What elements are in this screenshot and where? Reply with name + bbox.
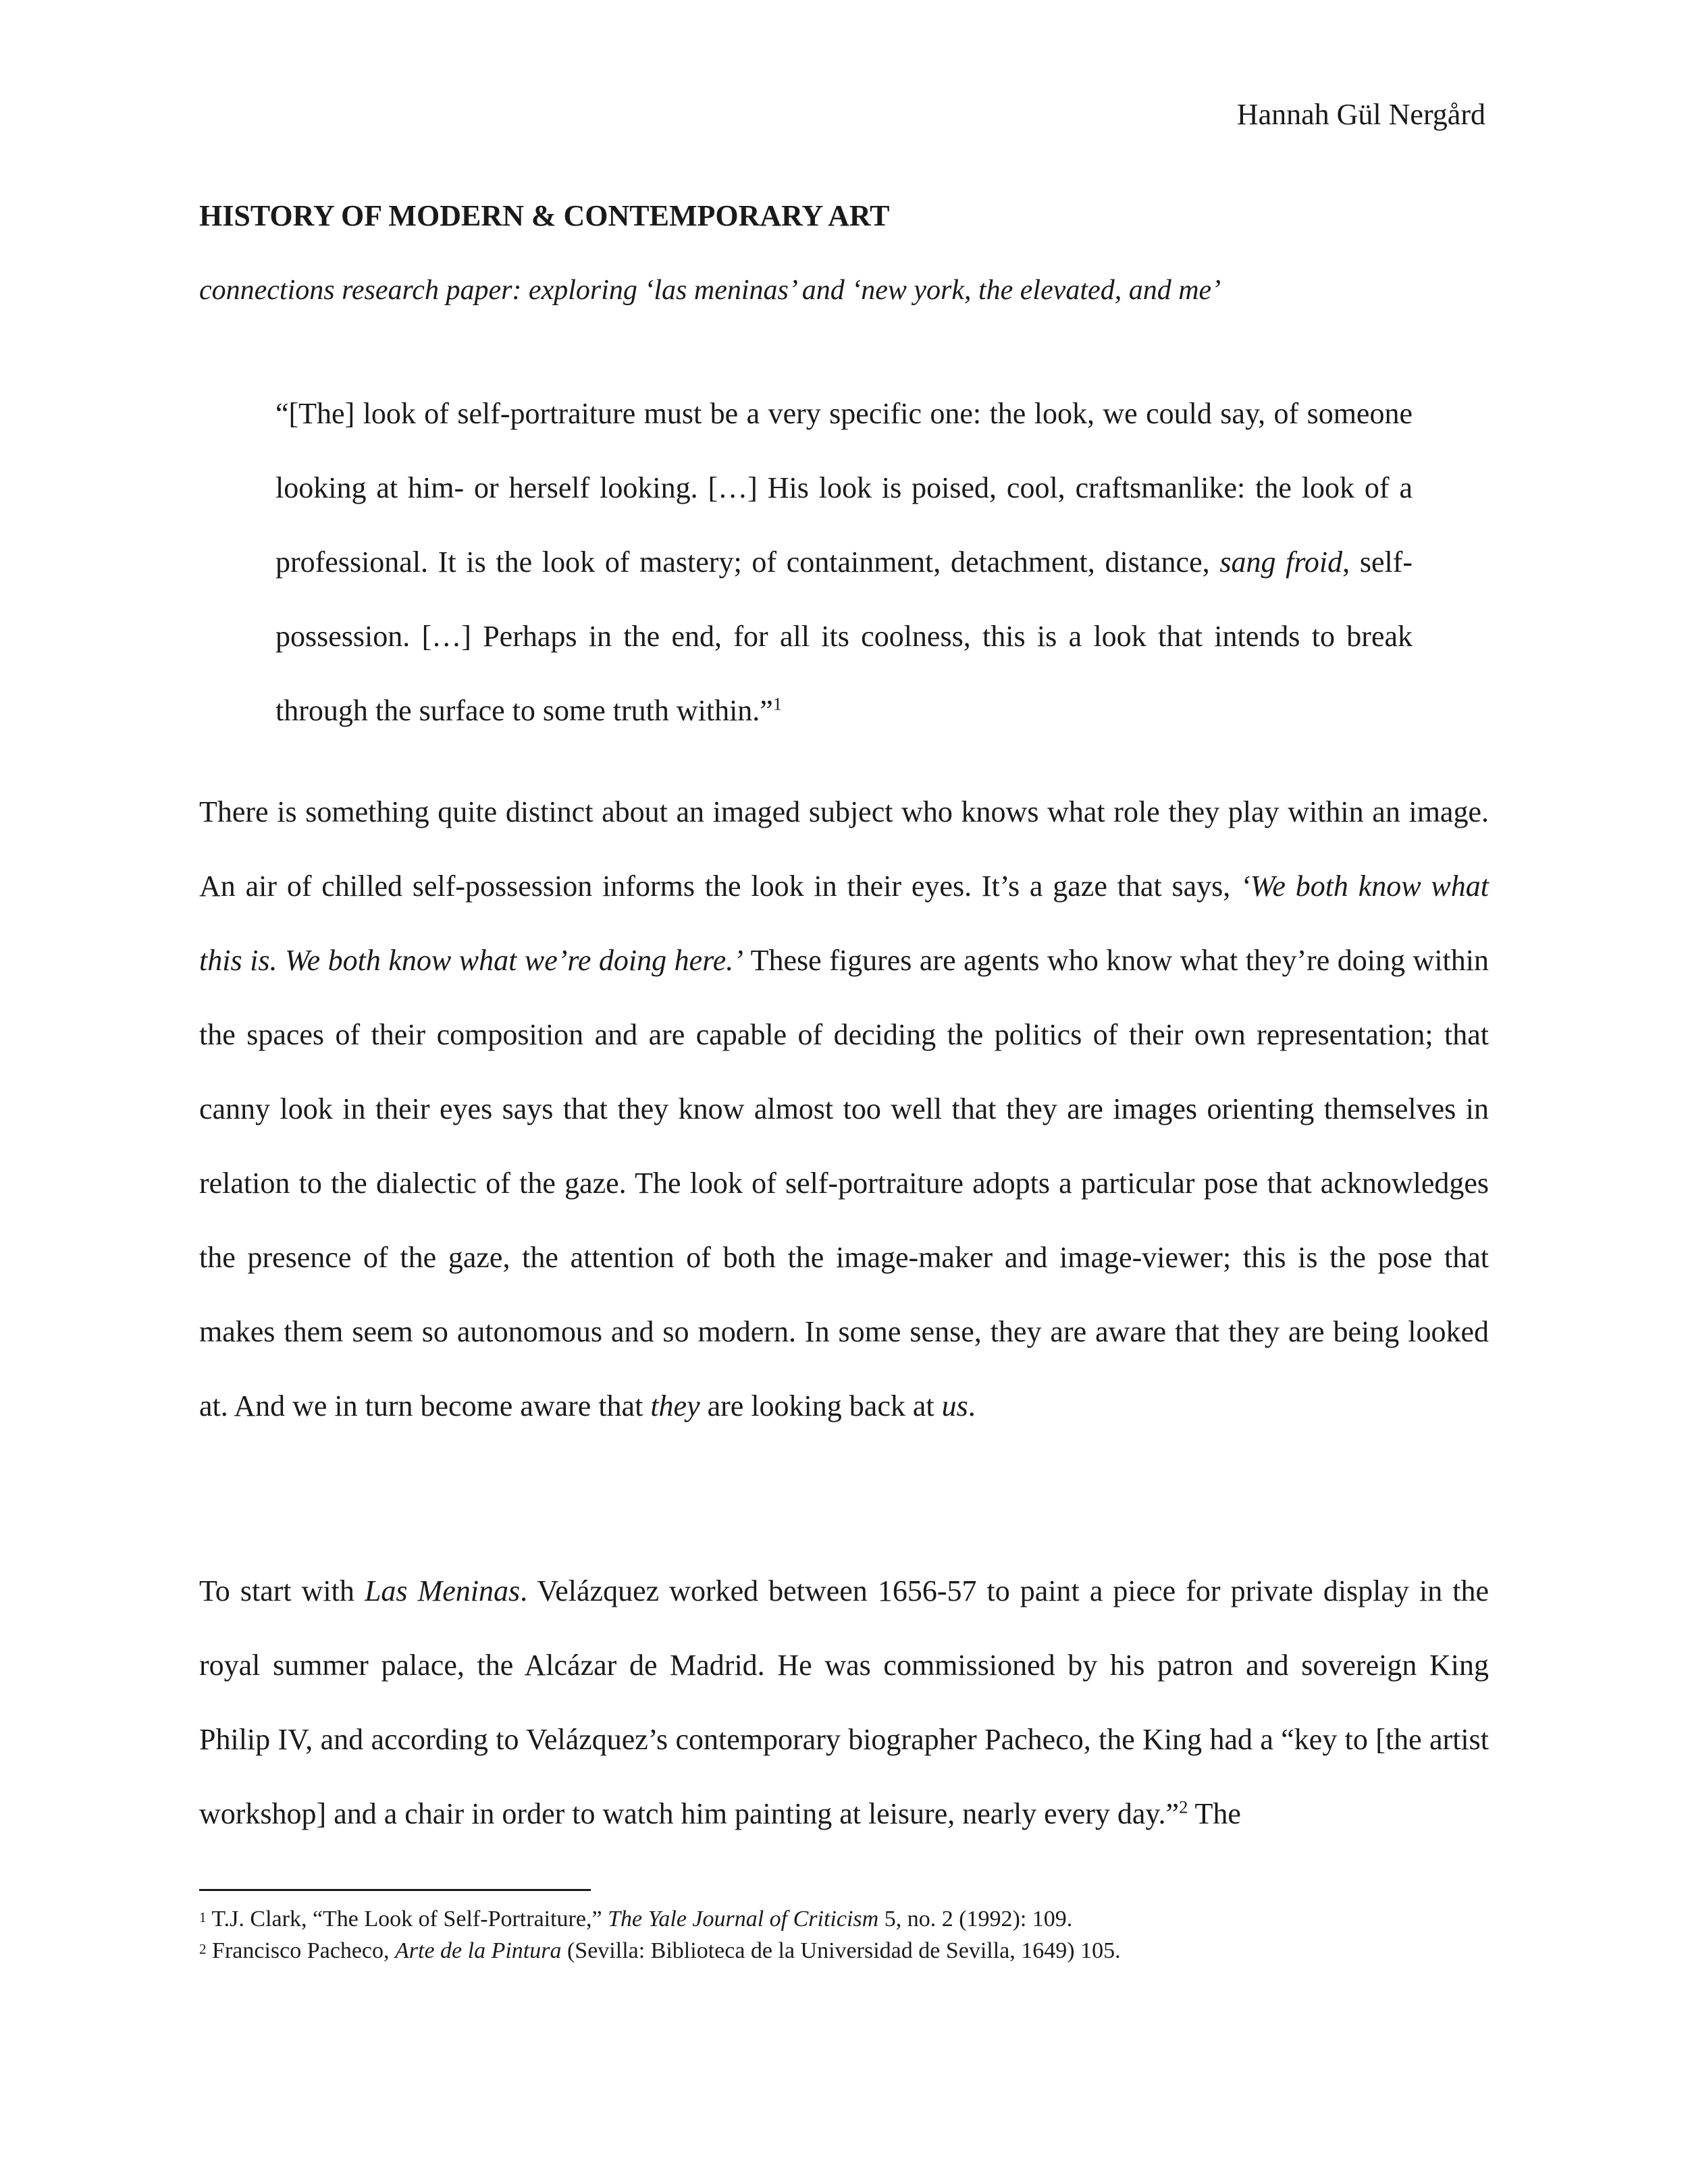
paper-subtitle: connections research paper: exploring ‘las meninas’ and ‘new york, the elevated, and me’ [199, 275, 1221, 306]
quote-italic-phrase: sang froid [1219, 545, 1343, 579]
footnote-number: 2 [199, 1941, 207, 1957]
footnote-divider [199, 1889, 591, 1891]
author-name: Hannah Gül Nergård [1236, 98, 1485, 131]
course-title: HISTORY OF MODERN & CONTEMPORARY ART [199, 199, 890, 232]
para1-italic-us: us [941, 1389, 968, 1422]
para1-text-end: . [968, 1389, 976, 1422]
block-quote [275, 377, 1413, 748]
footnote-italic: Arte de la Pintura [395, 1938, 562, 1963]
para1-italic-quote: ‘We both know what this is. We both know what we’re doing here.’ [199, 870, 1489, 977]
footnote-ref-2[interactable]: 2 [1179, 1796, 1188, 1817]
footnote-ref-1[interactable]: 1 [772, 693, 783, 714]
para1-text: There is something quite distinct about an imaged subject who knows what role they play within an image. An air of chilled self-possession informs the look in their eyes. It’s a gaze that says, [199, 795, 1489, 903]
footnote-text: T.J. Clark, “The Look of Self-Portraiture,” [206, 1907, 608, 1932]
para1-text-cont: These figures are agents who know what they’re doing within the spaces of their composition and are capable of deciding the politics of their own representation; that canny look in their eyes says that they know almost too well that they are images orienting themselves in relation to the dialectic of the gaze. The look of self-portraiture adopts a particular pose that acknowledges the presence of the gaze, the attention of both the image-maker and image-viewer; this is the pose that makes them seem so autonomous and so modern. In some sense, they are aware that they are being looked at. And we in turn become aware that [199, 944, 1489, 1422]
footnote-italic: The Yale Journal of Criticism [608, 1907, 879, 1932]
body-paragraph-1 [199, 775, 1489, 1443]
footnote-text-end: 5, no. 2 (1992): 109. [878, 1907, 1073, 1932]
para1-italic-they: they [650, 1389, 700, 1422]
quote-text: “[The] look of self-portraiture must be a very specific one: the look, we could say, of someone looking at him- or herself looking. […] His look is poised, cool, craftsmanlike: the look of a professional. It is the look of mastery; of containment, detachment, distance, [275, 397, 1413, 579]
footnote-number: 1 [199, 1909, 207, 1925]
para2-text-cont: . Velázquez worked between 1656-57 to paint a piece for private display in the royal summer palace, the Alcázar de Madrid. He was commissioned by his patron and sovereign King Philip IV, and according to Velázquez’s contemporary biographer Pacheco, the King had a “key to [the artist workshop] and a chair in order to watch him painting at leisure, nearly every day.” [199, 1574, 1489, 1830]
para2-italic-title: Las Meninas [364, 1574, 521, 1607]
footnotes [199, 1902, 1482, 1966]
para1-text-cont2: are looking back at [700, 1389, 942, 1422]
footnote-text-end: (Sevilla: Biblioteca de la Universidad de Sevilla, 1649) 105. [561, 1938, 1121, 1963]
footnote-text: Francisco Pacheco, [206, 1938, 396, 1963]
footnote-1 [199, 1902, 1482, 1934]
para2-text-end: The [1188, 1797, 1241, 1830]
quote-text-end: , self-possession. […] Perhaps in the end, for all its coolness, this is a look that intends to break through the surface to some truth within.” [275, 545, 1413, 727]
para2-text: To start with [199, 1574, 365, 1607]
body-paragraph-2 [199, 1554, 1489, 1851]
footnote-2 [199, 1934, 1482, 1966]
